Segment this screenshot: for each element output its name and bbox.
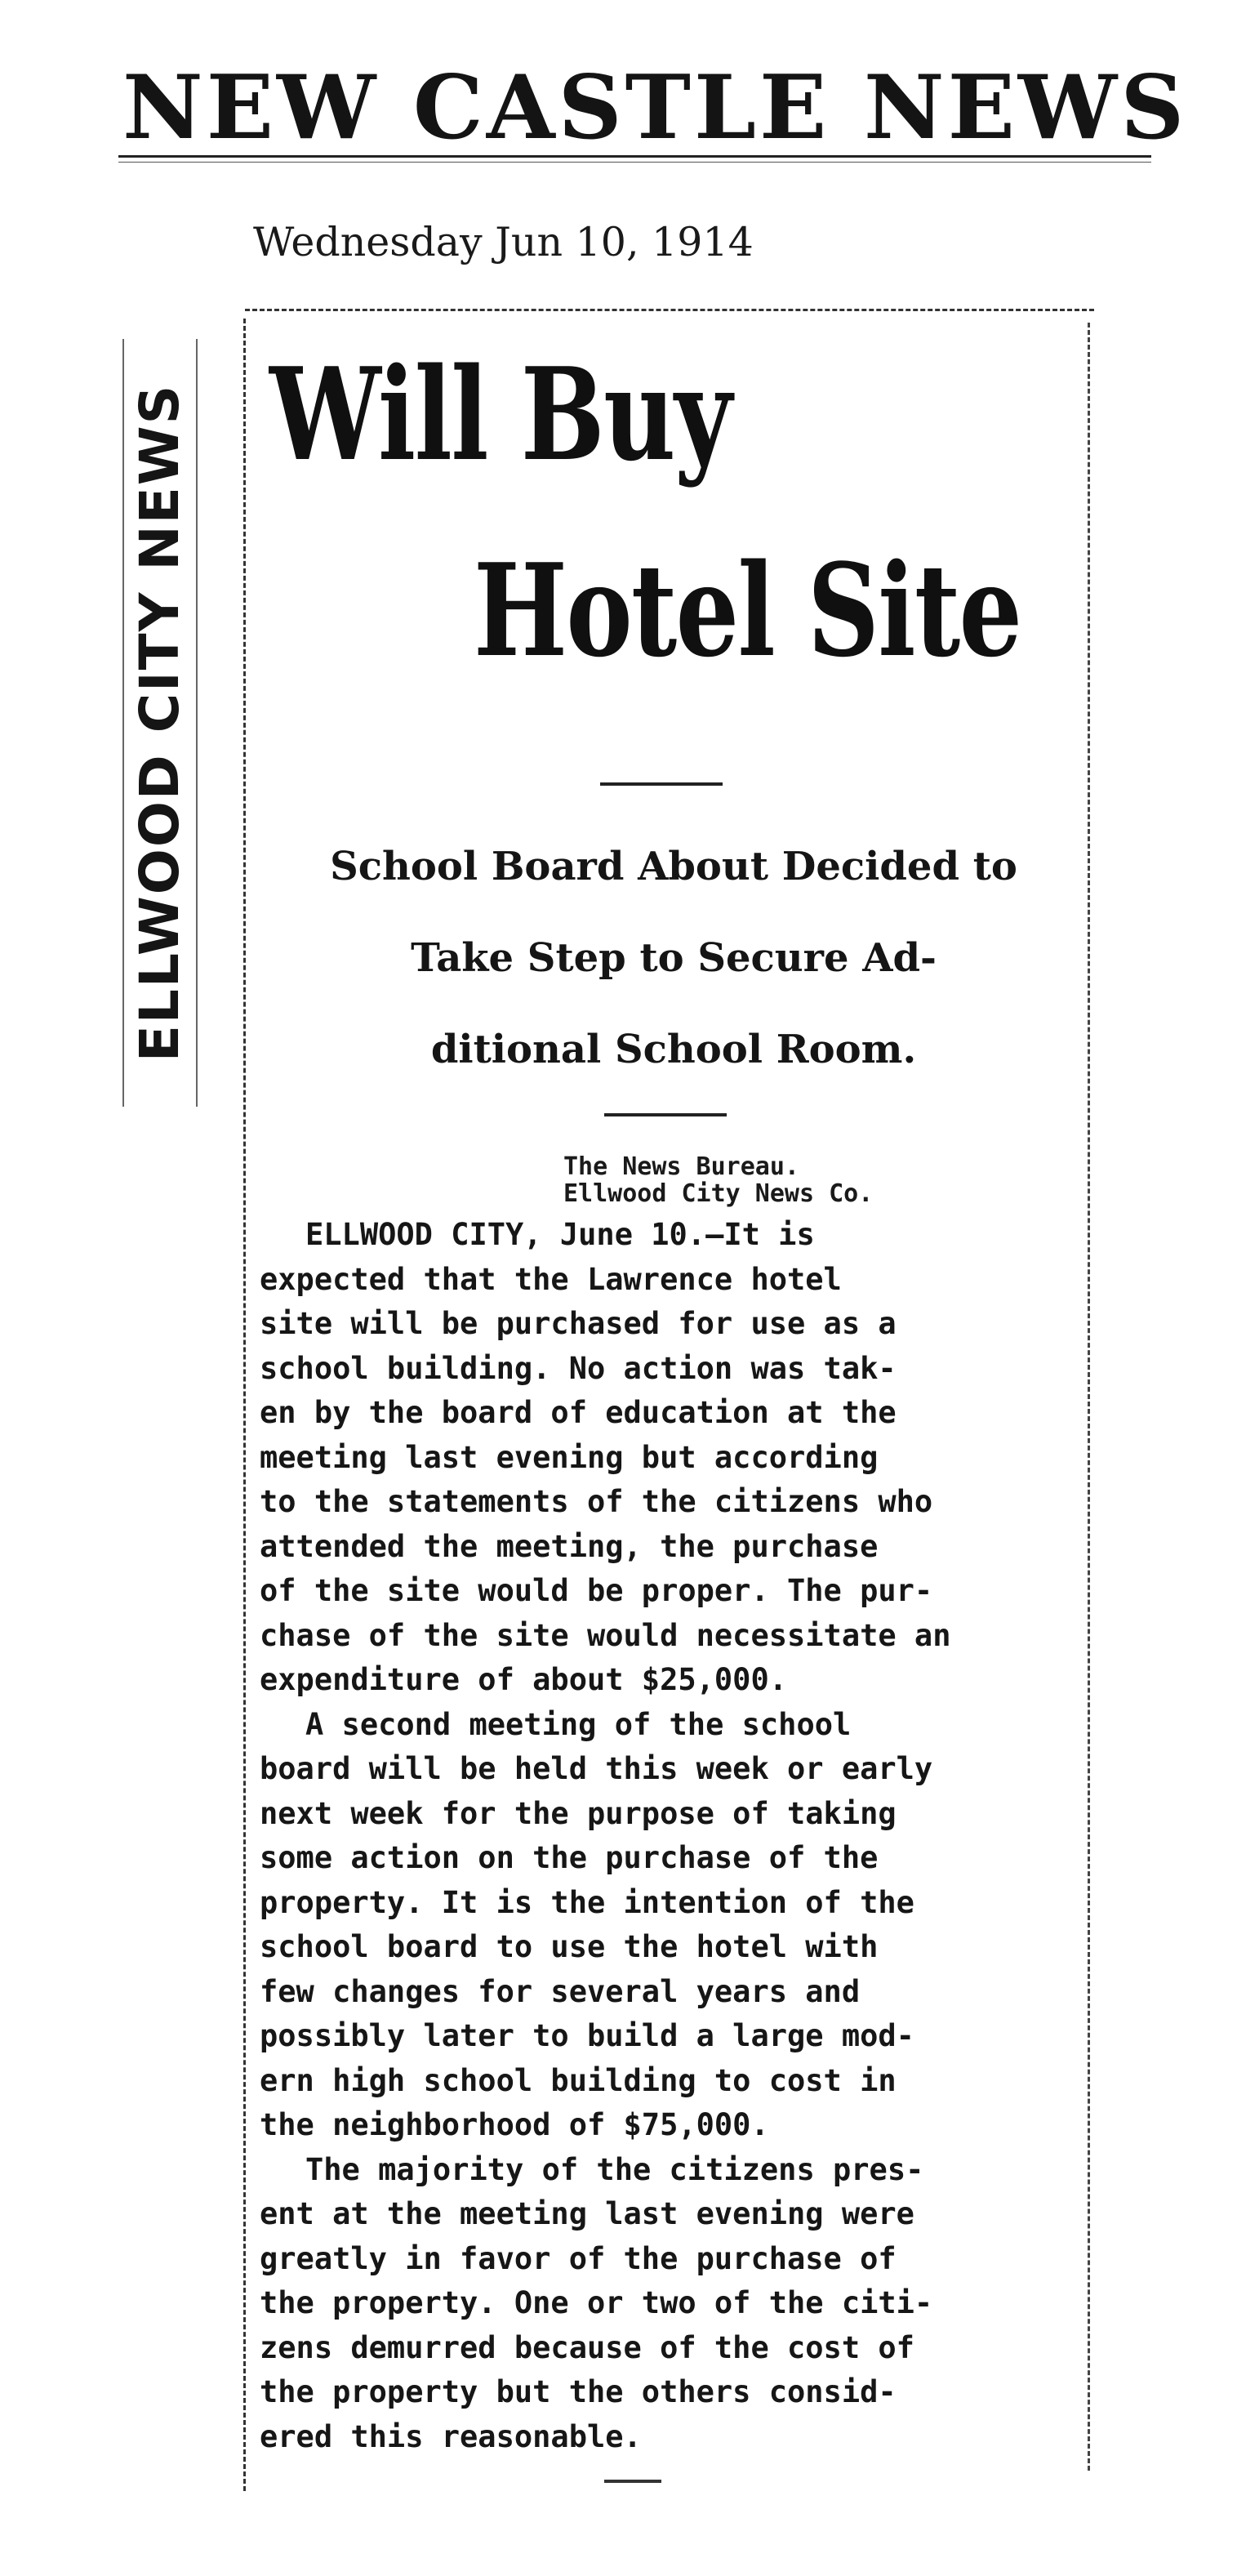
body-line: ent at the meeting last evening were bbox=[260, 2196, 914, 2231]
masthead: NEW CASTLE NEWS bbox=[122, 56, 1188, 159]
body-line: property. It is the intention of the bbox=[260, 1884, 914, 1920]
masthead-rule-thin bbox=[118, 162, 1151, 163]
body-line: meeting last evening but according bbox=[260, 1439, 879, 1475]
end-rule bbox=[604, 2480, 661, 2483]
bureau-credit bbox=[563, 1153, 873, 1207]
body-line: school building. No action was tak- bbox=[260, 1350, 897, 1386]
subhead-line: School Board About Decided to bbox=[330, 844, 1017, 889]
subhead bbox=[253, 821, 1094, 1095]
subhead-line: ditional School Room. bbox=[430, 1027, 917, 1072]
body-line: to the statements of the citizens who bbox=[260, 1484, 933, 1519]
body-line: the property. One or two of the citi- bbox=[260, 2285, 933, 2320]
body-line: chase of the site would necessitate an bbox=[260, 1617, 951, 1653]
body-line: The majority of the citizens pres- bbox=[305, 2151, 924, 2187]
body-line: next week for the purpose of taking bbox=[260, 1795, 897, 1831]
body-line: the property but the others consid- bbox=[260, 2374, 897, 2409]
dateline: Wednesday Jun 10, 1914 bbox=[253, 219, 754, 265]
bureau-line: The News Bureau. bbox=[563, 1152, 799, 1181]
body-line: attended the meeting, the purchase bbox=[260, 1528, 879, 1564]
body-line: of the site would be proper. The pur- bbox=[260, 1573, 933, 1608]
subhead-line: Take Step to Secure Ad- bbox=[411, 935, 937, 981]
body-line: ered this reasonable. bbox=[260, 2418, 642, 2454]
body-line: expenditure of about $25,000. bbox=[260, 1662, 788, 1697]
body-line: site will be purchased for use as a bbox=[260, 1306, 897, 1341]
body-line: en by the board of education at the bbox=[260, 1395, 897, 1430]
body-line: greatly in favor of the purchase of bbox=[260, 2240, 897, 2276]
body-line: expected that the Lawrence hotel bbox=[260, 1261, 842, 1297]
body-line: some action on the purchase of the bbox=[260, 1840, 879, 1875]
body-line: possibly later to build a large mod- bbox=[260, 2018, 914, 2053]
body-line: A second meeting of the school bbox=[305, 1706, 852, 1742]
headline-line-1: Will Buy bbox=[269, 340, 732, 489]
body-line: ELLWOOD CITY, June 10.—It is bbox=[305, 1217, 815, 1252]
body-line: the neighborhood of $75,000. bbox=[260, 2107, 769, 2142]
body-line: school board to use the hotel with bbox=[260, 1929, 879, 1964]
headline-divider bbox=[600, 782, 723, 786]
subhead-divider bbox=[604, 1113, 727, 1116]
clipping-border-left bbox=[243, 319, 246, 2491]
side-label: ELLWOOD CITY NEWS bbox=[128, 383, 191, 1063]
body-line: zens demurred because of the cost of bbox=[260, 2329, 914, 2365]
body-line: few changes for several years and bbox=[260, 1973, 861, 2009]
clipping-border-right bbox=[1088, 323, 1090, 2471]
body-line: ern high school building to cost in bbox=[260, 2062, 897, 2098]
headline-line-2: Hotel Site bbox=[474, 536, 1021, 685]
clipping-border-top bbox=[245, 309, 1094, 311]
body-line: board will be held this week or early bbox=[260, 1751, 933, 1786]
article-body bbox=[260, 1213, 1076, 2459]
masthead-rule bbox=[118, 155, 1151, 158]
bureau-line: Ellwood City News Co. bbox=[563, 1179, 874, 1208]
